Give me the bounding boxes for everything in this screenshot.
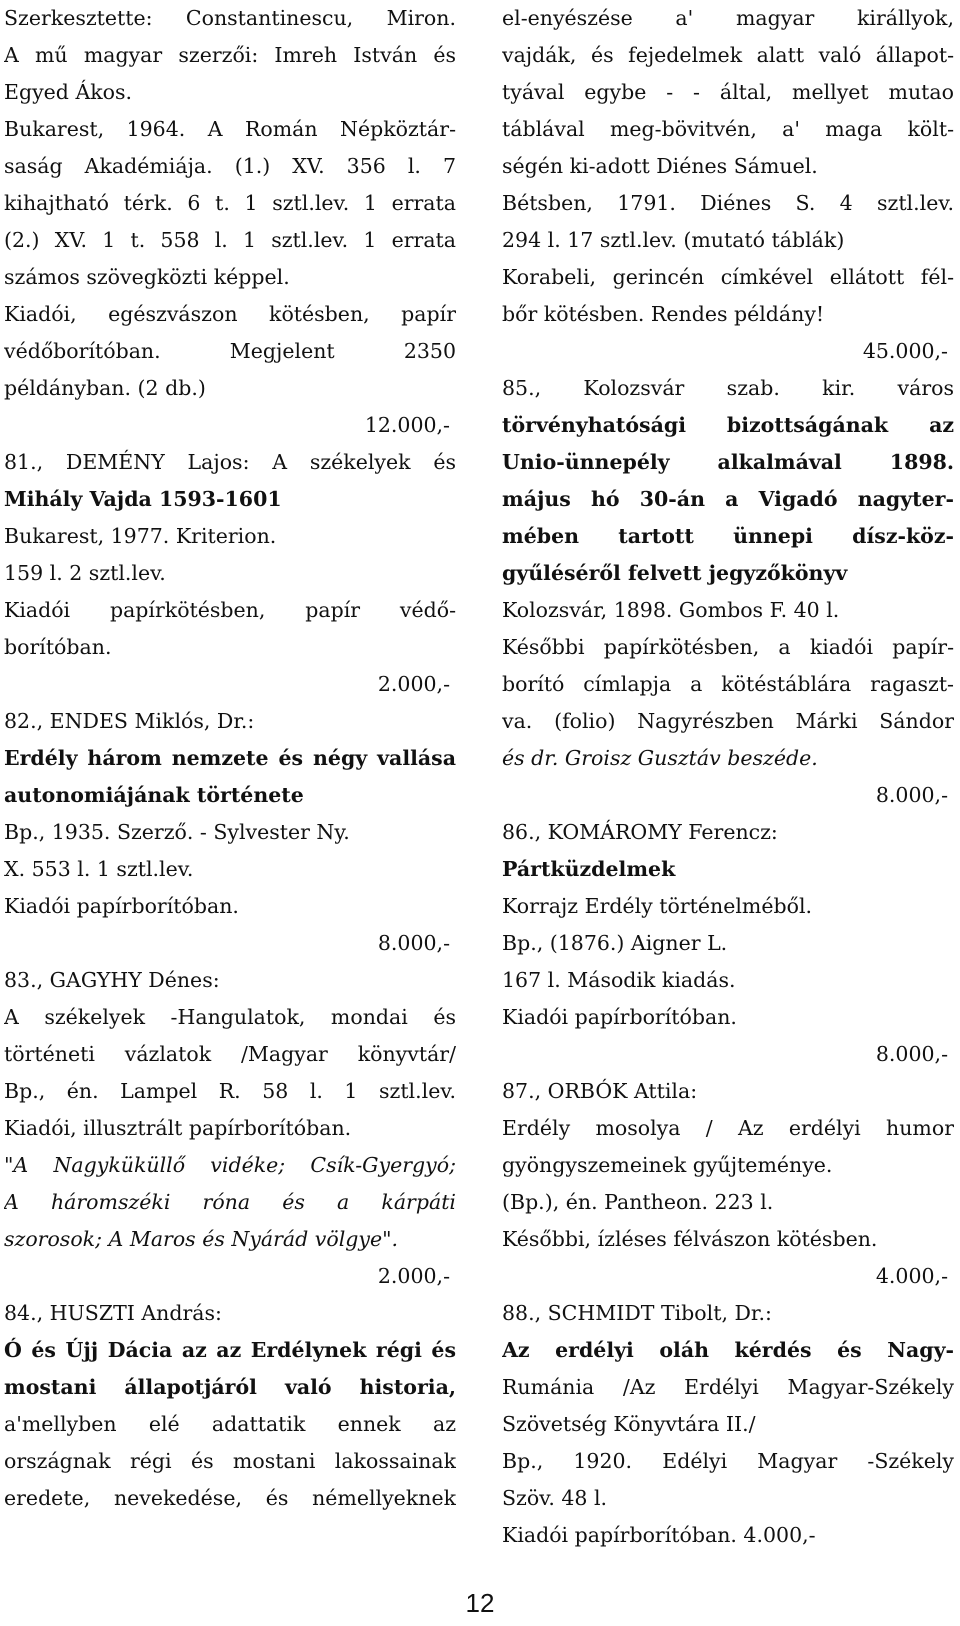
text-line: Ó és Újj Dácia az az Erdélynek régi és: [4, 1338, 456, 1362]
text-line: 2.000,-: [377, 672, 450, 696]
left-column: [4, 0, 456, 1517]
text-line: Szöv. 48 l.: [502, 1486, 608, 1510]
text-line: Erdély három nemzete és négy vallása: [4, 746, 456, 770]
text-line: Kiadói papírkötésben, papír védő-: [4, 598, 456, 622]
text-line: gyűléséről felvett jegyzőkönyv: [502, 561, 848, 585]
text-line: számos szövegközti képpel.: [4, 265, 290, 289]
text-line: mében tartott ünnepi dísz-köz-: [502, 524, 954, 548]
text-line: Mihály Vajda 1593-1601: [4, 487, 282, 511]
text-line: törvényhatósági bizottságának az: [502, 413, 954, 437]
text-line: Bp., 1935. Szerző. - Sylvester Ny.: [4, 820, 350, 844]
text-line: gyöngyszemeinek gyűjteménye.: [502, 1153, 833, 1177]
text-line: A mű magyar szerzői: Imreh István és: [4, 43, 456, 67]
text-line: A háromszéki róna és a kárpáti: [4, 1190, 456, 1214]
text-line: a'mellyben elé adattatik ennek az: [4, 1412, 456, 1436]
text-line: A székelyek -Hangulatok, mondai és: [4, 1005, 456, 1029]
text-line: 84., HUSZTI András:: [4, 1301, 222, 1325]
text-line: Kiadói papírborítóban.: [502, 1005, 737, 1029]
text-line: 85., Kolozsvár szab. kir. város: [502, 376, 954, 400]
text-line: Az erdélyi oláh kérdés és Nagy-: [502, 1338, 954, 1362]
text-line: szorosok; A Maros és Nyárád völgye".: [4, 1227, 399, 1251]
text-line: védőborítóban. Megjelent 2350: [4, 339, 456, 363]
text-line: borító címlapja a kötéstáblára ragaszt-: [502, 672, 954, 696]
text-line: Szerkesztette: Constantinescu, Miron.: [4, 6, 456, 30]
text-line: "A Nagyküküllő vidéke; Csík-Gyergyó;: [4, 1153, 456, 1177]
text-line: 8.000,-: [875, 1042, 948, 1066]
text-line: Kolozsvár, 1898. Gombos F. 40 l.: [502, 598, 840, 622]
text-line: 159 l. 2 sztl.lev.: [4, 561, 166, 585]
text-line: 8.000,-: [377, 931, 450, 955]
text-line: Kiadói papírborítóban. 4.000,-: [502, 1523, 816, 1547]
text-line: 86., KOMÁROMY Ferencz:: [502, 820, 778, 844]
text-line: Kiadói, egészvászon kötésben, papír: [4, 302, 456, 326]
text-line: Későbbi papírkötésben, a kiadói papír-: [502, 635, 954, 659]
text-line: ségén ki-adott Diénes Sámuel.: [502, 154, 818, 178]
text-line: 12.000,-: [364, 413, 450, 437]
text-line: Bp., 1920. Edélyi Magyar -Székely: [502, 1449, 954, 1473]
text-line: 2.000,-: [377, 1264, 450, 1288]
text-line: május hó 30-án a Vigadó nagyter-: [502, 487, 954, 511]
text-line: va. (folio) Nagyrészben Márki Sándor: [502, 709, 954, 733]
text-line: és dr. Groisz Gusztáv beszéde.: [502, 746, 818, 770]
text-line: 294 l. 17 sztl.lev. (mutató táblák): [502, 228, 845, 252]
text-line: 8.000,-: [875, 783, 948, 807]
text-line: Egyed Ákos.: [4, 80, 133, 104]
text-line: 88., SCHMIDT Tibolt, Dr.:: [502, 1301, 772, 1325]
text-line: Bp., (1876.) Aigner L.: [502, 931, 728, 955]
text-line: Bétsben, 1791. Diénes S. 4 sztl.lev.: [502, 191, 954, 215]
text-line: Későbbi, ízléses félvászon kötésben.: [502, 1227, 878, 1251]
text-line: 45.000,-: [862, 339, 948, 363]
text-line: példányban. (2 db.): [4, 376, 206, 400]
page-number: 12: [465, 1588, 495, 1618]
text-line: országnak régi és mostani lakossainak: [4, 1449, 456, 1473]
text-line: 4.000,-: [875, 1264, 948, 1288]
text-line: 87., ORBÓK Attila:: [502, 1079, 698, 1103]
text-line: autonomiájának története: [4, 783, 304, 807]
text-line: Kiadói papírborítóban.: [4, 894, 239, 918]
text-line: 81., DEMÉNY Lajos: A székelyek és: [4, 450, 456, 474]
text-line: Bukarest, 1977. Kriterion.: [4, 524, 277, 548]
text-line: 167 l. Második kiadás.: [502, 968, 736, 992]
text-line: Korabeli, gerincén címkével ellátott fél-: [502, 265, 954, 289]
text-line: Kiadói, illusztrált papírborítóban.: [4, 1116, 352, 1140]
text-line: Erdély mosolya / Az erdélyi humor: [502, 1116, 954, 1140]
text-line: Bukarest, 1964. A Román Népköztár-: [4, 117, 456, 141]
text-line: kihajtható térk. 6 t. 1 sztl.lev. 1 errata: [4, 191, 456, 215]
text-line: bőr kötésben. Rendes példány!: [502, 302, 825, 326]
text-line: 83., GAGYHY Dénes:: [4, 968, 220, 992]
text-line: Bp., én. Lampel R. 58 l. 1 sztl.lev.: [4, 1079, 456, 1103]
text-line: saság Akadémiája. (1.) XV. 356 l. 7: [4, 154, 456, 178]
text-line: (Bp.), én. Pantheon. 223 l.: [502, 1190, 774, 1214]
text-line: Rumánia /Az Erdélyi Magyar-Székely: [502, 1375, 954, 1399]
text-line: borítóban.: [4, 635, 112, 659]
text-line: el-enyészése a' magyar királlyok,: [502, 6, 954, 30]
text-line: történeti vázlatok /Magyar könyvtár/: [4, 1042, 456, 1066]
text-line: X. 553 l. 1 sztl.lev.: [4, 857, 194, 881]
text-line: mostani állapotjáról való historia,: [4, 1375, 456, 1399]
text-line: Unio-ünnepély alkalmával 1898.: [502, 450, 954, 474]
text-line: táblával meg-bövitvén, a' maga költ-: [502, 117, 954, 141]
text-line: 82., ENDES Miklós, Dr.:: [4, 709, 255, 733]
text-line: Szövetség Könyvtára II./: [502, 1412, 756, 1436]
text-line: tyával egybe - - által, mellyet mutao: [502, 80, 954, 104]
text-line: eredete, nevekedése, és némellyeknek: [4, 1486, 456, 1510]
text-line: Korrajz Erdély történelméből.: [502, 894, 813, 918]
text-line: (2.) XV. 1 t. 558 l. 1 sztl.lev. 1 errata: [4, 228, 456, 252]
right-column: [502, 0, 954, 1554]
text-line: vajdák, és fejedelmek alatt való állapot-: [502, 43, 954, 67]
text-line: Pártküzdelmek: [502, 857, 676, 881]
